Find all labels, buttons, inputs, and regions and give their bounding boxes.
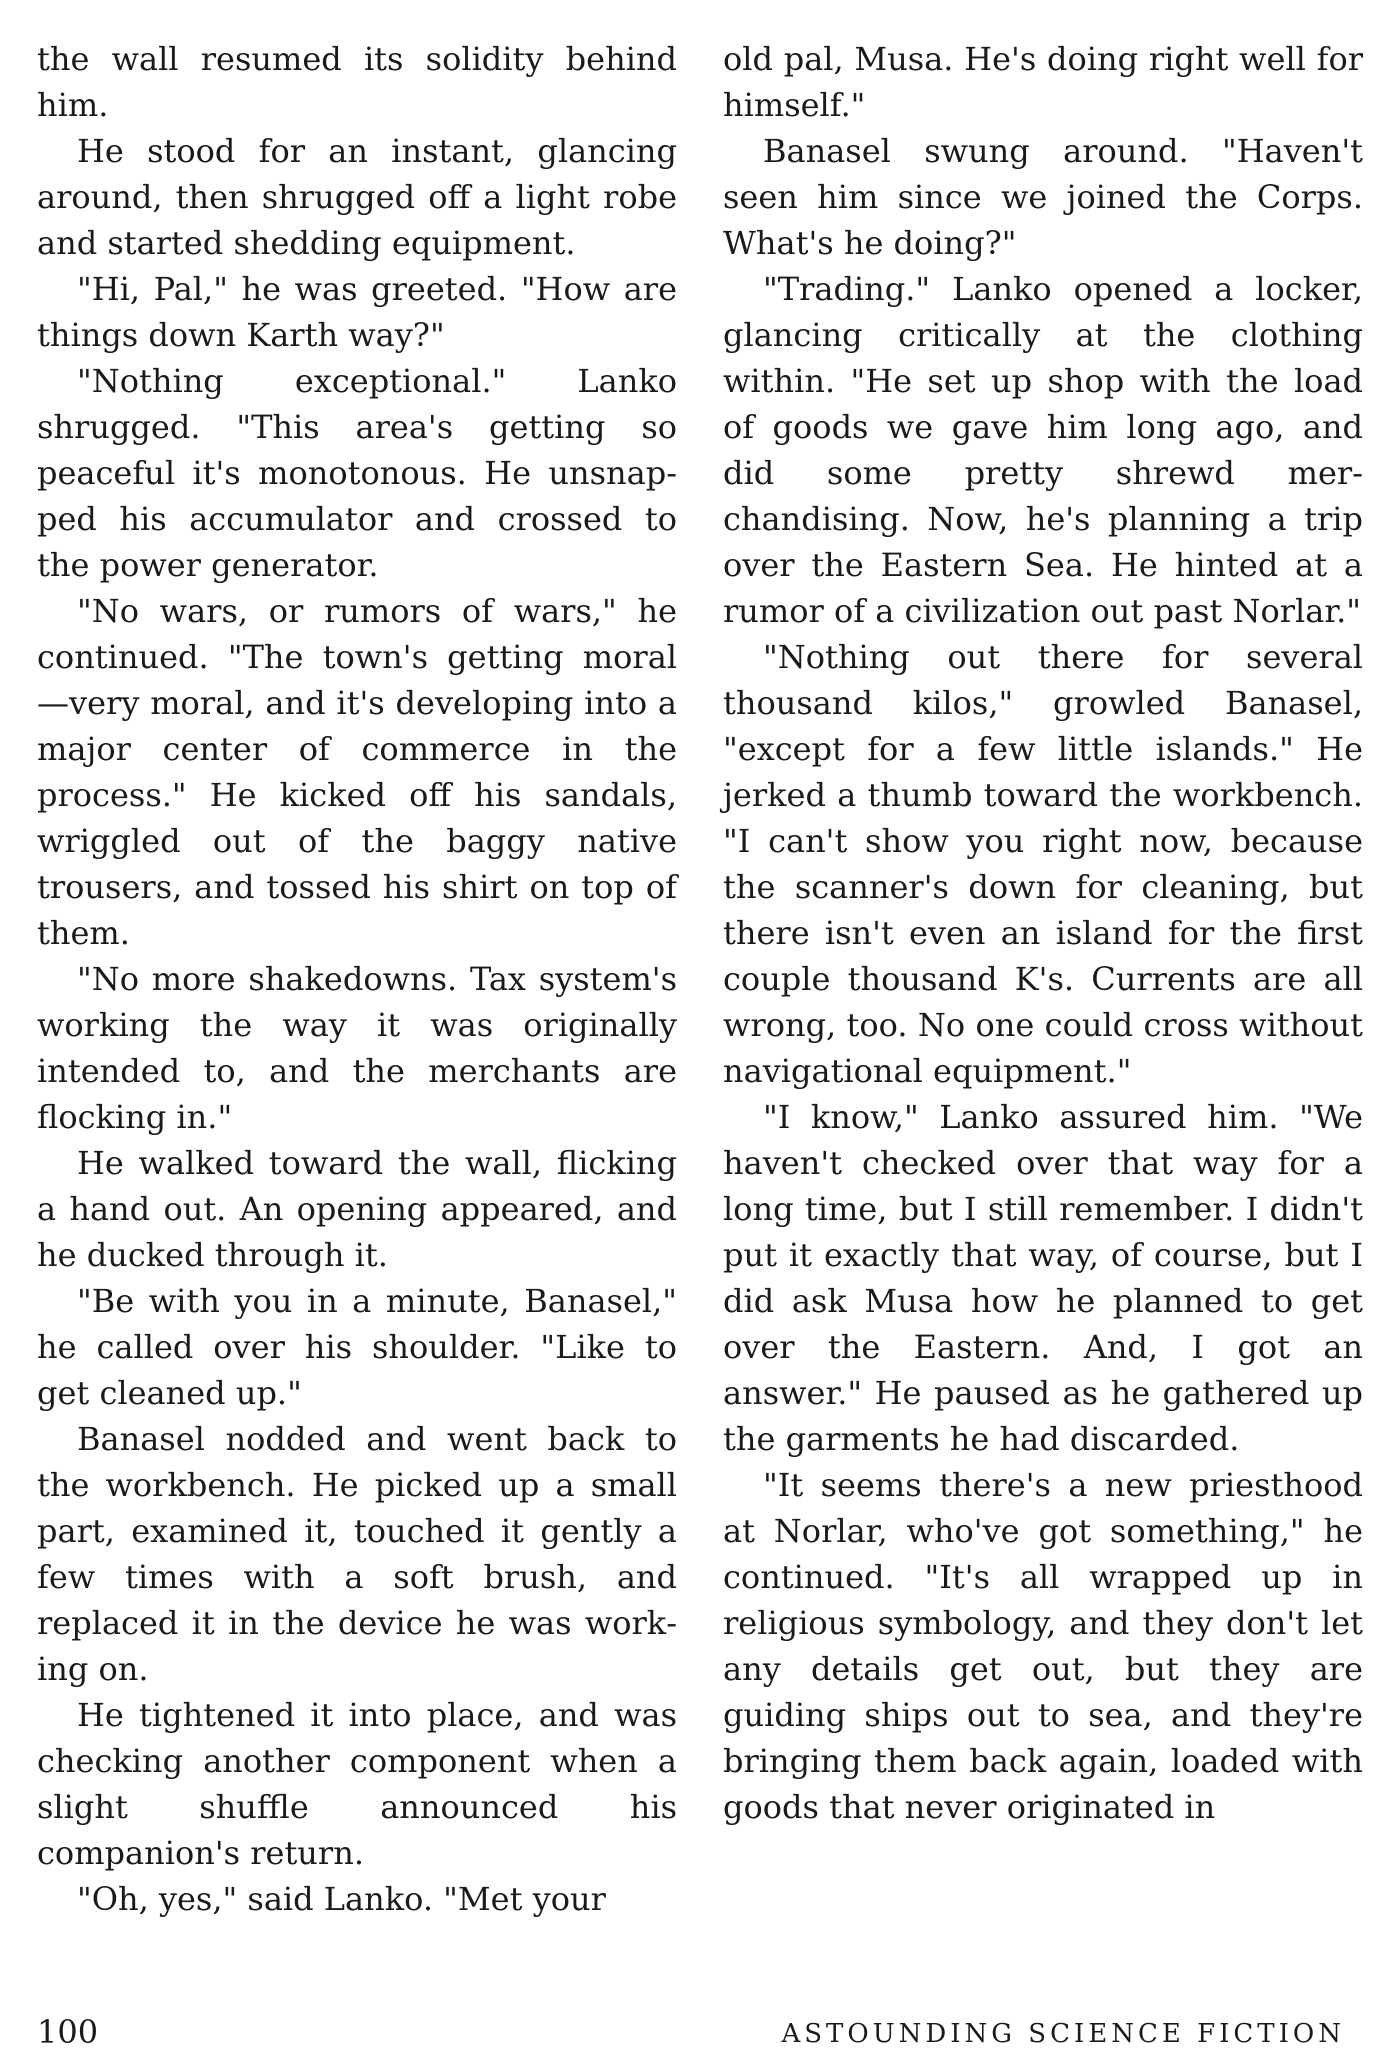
paragraph: "Trading." Lanko opened a locker, glancing critically at the clothing within. "He set up shop with the load of goods we gave him long ago, and did some pretty shrewd merchandising. Now, he's planning a trip over the Eastern Sea. He hinted at a rumor of a civilization out past Norlar."	[723, 270, 1363, 630]
paragraph: "No wars, or rumors of wars," he continued. "The town's getting moral —very moral, and it's developing into a major center of commerce in the process." He kicked off his sandals, wriggled out of the baggy native trousers, and tossed his shirt on top of them.	[37, 592, 677, 952]
paragraph: He walked toward the wall, flicking a hand out. An opening appeared, and he ducked through it.	[37, 1144, 677, 1274]
paragraph: old pal, Musa. He's doing right well for himself."	[723, 40, 1363, 124]
right-column	[723, 36, 1363, 1830]
paragraph: "Hi, Pal," he was greeted. "How are things down Karth way?"	[37, 270, 677, 354]
page-number: 100	[37, 2013, 99, 2051]
paragraph: "No more shakedowns. Tax system's working the way it was originally intended to, and the merchants are flocking in."	[37, 960, 677, 1136]
paragraph: "Nothing out there for several thousand kilos," growled Banasel, "except for a few little islands." He jerked a thumb toward the workbench. "I can't show you right now, because the scanner's down for cleaning, but there isn't even an island for the first couple thousand K's. Currents are all wrong, too. No one could cross without navigational equipment."	[723, 638, 1363, 1090]
paragraph: "Be with you in a minute, Banasel," he called over his shoulder. "Like to get cleaned up."	[37, 1282, 677, 1412]
paragraph: He tightened it into place, and was checking another component when a slight shuffle announced his companion's return.	[37, 1696, 677, 1872]
running-title: ASTOUNDING SCIENCE FICTION	[781, 2019, 1345, 2049]
paragraph: He stood for an instant, glancing around, then shrugged off a light robe and started shedding equipment.	[37, 132, 677, 262]
paragraph: "Nothing exceptional." Lanko shrugged. "This area's getting so peaceful it's monotonous. He unsnapped his accumulator and crossed to the power generator.	[37, 362, 677, 584]
paragraph: Banasel swung around. "Haven't seen him since we joined the Corps. What's he doing?"	[723, 132, 1363, 262]
paragraph: "I know," Lanko assured him. "We haven't checked over that way for a long time, but I still remember. I didn't put it exactly that way, of course, but I did ask Musa how he planned to get over the Eastern. And, I got an answer." He paused as he gathered up the garments he had discarded.	[723, 1098, 1363, 1458]
left-column	[37, 36, 677, 1922]
page-footer	[37, 2012, 1351, 2052]
paragraph: Banasel nodded and went back to the workbench. He picked up a small part, examined it, touched it gently a few times with a soft brush, and replaced it in the device he was working on.	[37, 1420, 677, 1688]
paragraph: "It seems there's a new priesthood at Norlar, who've got something," he continued. "It's all wrapped up in religious symbology, and they don't let any details get out, but they are guiding ships out to sea, and they're bringing them back again, loaded with goods that never originated in	[723, 1466, 1363, 1826]
paragraph: "Oh, yes," said Lanko. "Met your	[77, 1880, 606, 1918]
paragraph: the wall resumed its solidity behind him.	[37, 40, 677, 124]
